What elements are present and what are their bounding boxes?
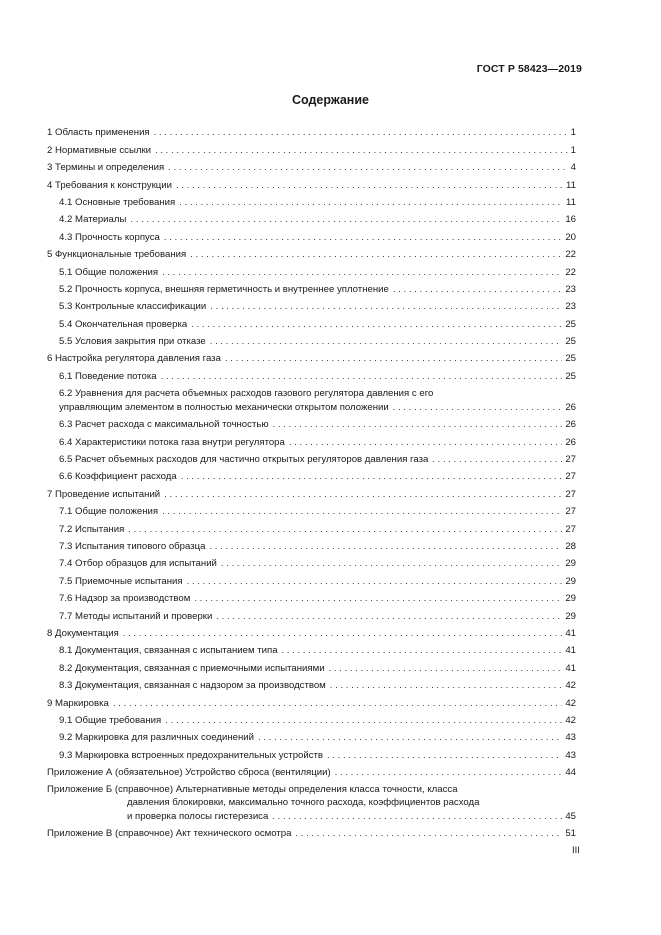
toc-entry[interactable]: 7 Проведение испытаний . . . 27 — [47, 482, 576, 499]
page-number: III — [572, 845, 580, 856]
toc-entry[interactable]: 1 Область применения . . . 1 — [47, 121, 576, 138]
toc-subentry[interactable]: 7.4 Отбор образцов для испытаний . . . 29 — [47, 552, 576, 569]
standard-number: ГОСТ Р 58423—2019 — [476, 63, 582, 75]
toc-appendix-a[interactable]: Приложение А (обязательное) Устройство сброса (вентиляции) . . . 44 — [47, 761, 576, 778]
toc-subentry[interactable]: 6.1 Поведение потока . . . 25 — [47, 364, 576, 381]
toc-subentry[interactable]: 7.6 Надзор за производством . . . 29 — [47, 587, 576, 604]
toc-subentry[interactable]: 6.2 Уравнения для расчета объемных расходов газового регулятора давления с его управляющим элементом в полностью механически открытом положении . . . 26 — [47, 387, 576, 413]
toc-subentry[interactable]: 9.1 Общие требования . . . 42 — [47, 709, 576, 726]
toc-subentry[interactable]: 7.3 Испытания типового образца . . . 28 — [47, 535, 576, 552]
toc-subentry[interactable]: 7.2 Испытания . . . 27 — [47, 517, 576, 534]
toc-subentry[interactable]: 4.3 Прочность корпуса . . . 20 — [47, 225, 576, 242]
toc-subentry[interactable]: 7.1 Общие положения . . . 27 — [47, 500, 576, 517]
toc-appendix-v[interactable]: Приложение В (справочное) Акт технического осмотра . . . 51 — [47, 822, 576, 839]
toc-subentry[interactable]: 5.3 Контрольные классификации . . . 23 — [47, 295, 576, 312]
toc-subentry[interactable]: 5.2 Прочность корпуса, внешняя герметичность и внутреннее уплотнение . . . 23 — [47, 278, 576, 295]
toc-subentry[interactable]: 6.5 Расчет объемных расходов для частично открытых регуляторов давления газа . . . 27 — [47, 448, 576, 465]
toc-subentry[interactable]: 7.7 Методы испытаний и проверки . . . 29 — [47, 604, 576, 621]
toc-subentry[interactable]: 6.4 Характеристики потока газа внутри регулятора . . . 26 — [47, 430, 576, 447]
toc-entry[interactable]: 3 Термины и определения . . . 4 — [47, 156, 576, 173]
toc-subentry[interactable]: 5.4 Окончательная проверка . . . 25 — [47, 312, 576, 329]
toc-subentry[interactable]: 9.3 Маркировка встроенных предохранительных устройств . . . 43 — [47, 743, 576, 760]
page-title: Содержание — [291, 93, 369, 107]
toc-subentry[interactable]: 5.5 Условия закрытия при отказе . . . 25 — [47, 330, 576, 347]
toc-subentry[interactable]: 5.1 Общие положения . . . 22 — [47, 260, 576, 277]
toc-subentry[interactable]: 8.1 Документация, связанная с испытанием типа . . . 41 — [47, 639, 576, 656]
toc-entry[interactable]: 4 Требования к конструкции . . . 11 — [47, 173, 576, 190]
toc-subentry[interactable]: 7.5 Приемочные испытания . . . 29 — [47, 569, 576, 586]
toc-appendix-b[interactable]: Приложение Б (справочное) Альтернативные методы определения класса точности, класса давления блокировки, максимально точного расхода, коэффициентов расхода и проверка полосы гистерезиса . . . 45 — [47, 783, 576, 822]
table-of-contents — [47, 121, 576, 839]
toc-entry[interactable]: 6 Настройка регулятора давления газа . . . 25 — [47, 347, 576, 364]
toc-entry[interactable]: 8 Документация . . . 41 — [47, 622, 576, 639]
toc-subentry[interactable]: 6.6 Коэффициент расхода . . . 27 — [47, 465, 576, 482]
toc-subentry[interactable]: 9.2 Маркировка для различных соединений . . . 43 — [47, 726, 576, 743]
toc-entry[interactable]: 9 Маркировка . . . 42 — [47, 691, 576, 708]
toc-subentry[interactable]: 6.3 Расчет расхода с максимальной точностью . . . 26 — [47, 413, 576, 430]
toc-entry[interactable]: 2 Нормативные ссылки . . . 1 — [47, 138, 576, 155]
toc-subentry[interactable]: 8.3 Документация, связанная с надзором за производством . . . 42 — [47, 674, 576, 691]
toc-subentry[interactable]: 8.2 Документация, связанная с приемочными испытаниями . . . 41 — [47, 656, 576, 673]
toc-subentry[interactable]: 4.2 Материалы . . . 16 — [47, 208, 576, 225]
toc-entry[interactable]: 5 Функциональные требования . . . 22 — [47, 243, 576, 260]
toc-subentry[interactable]: 4.1 Основные требования . . . 11 — [47, 191, 576, 208]
